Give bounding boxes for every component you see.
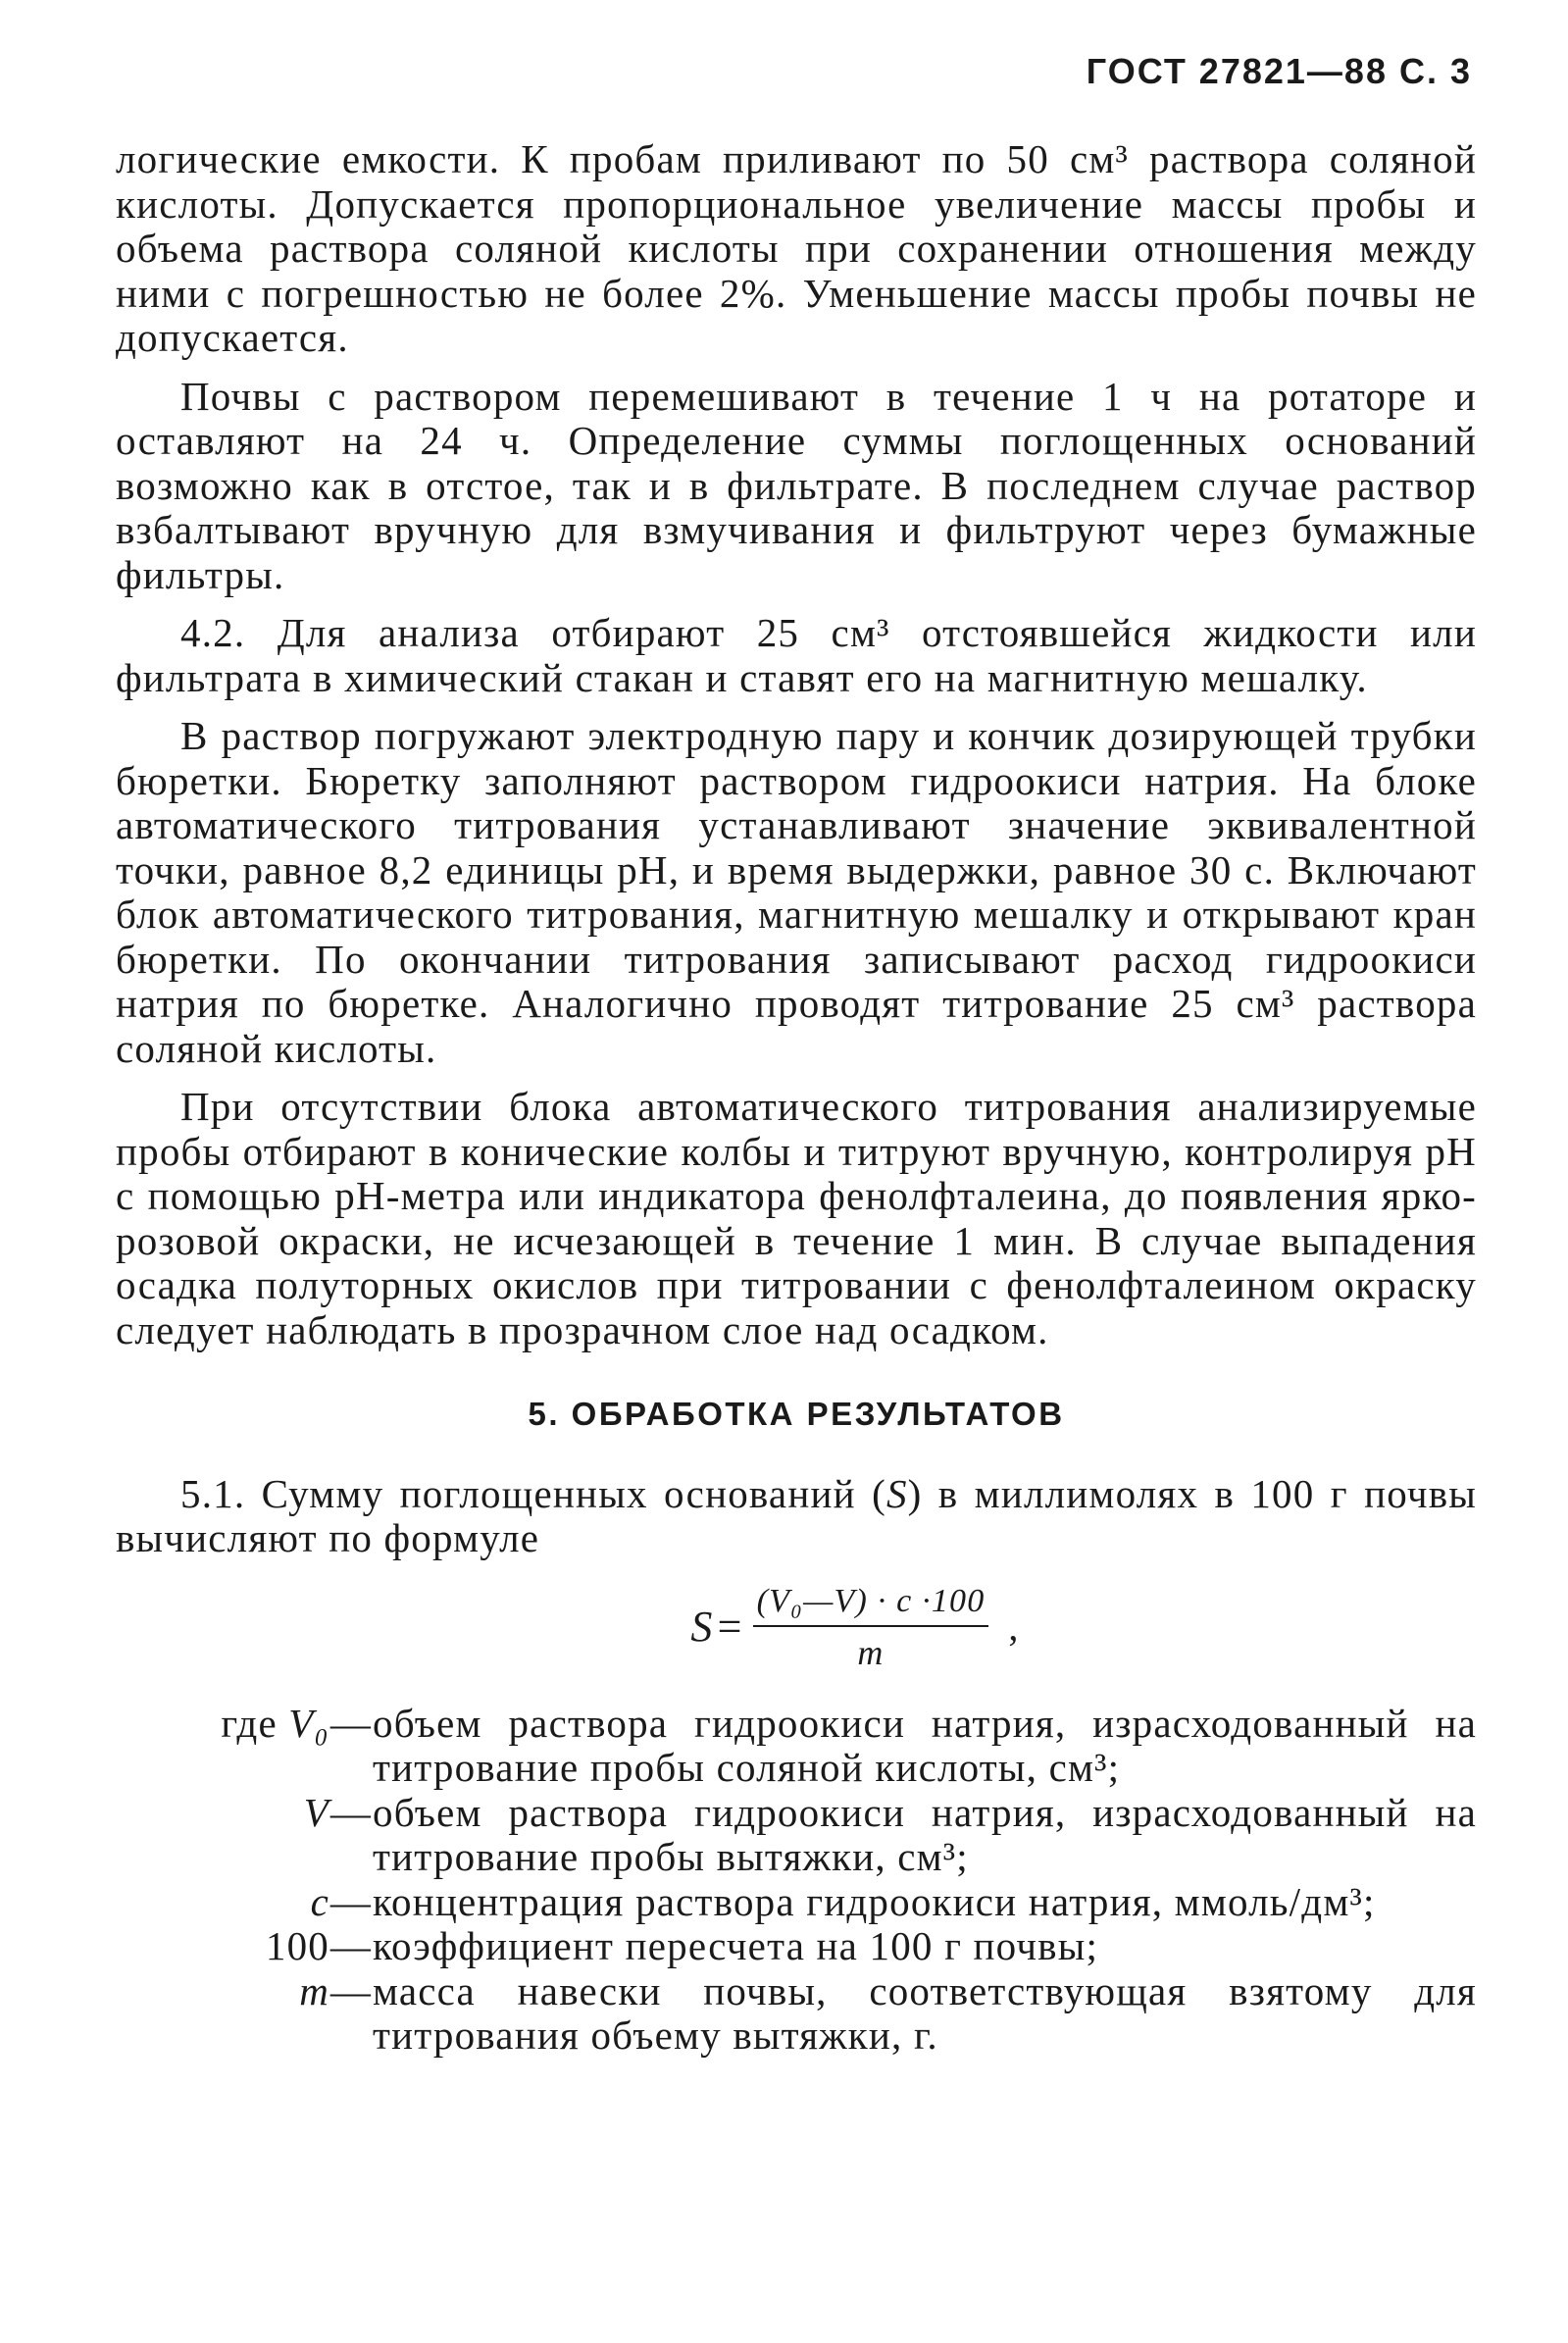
definition-text: объем раствора гидроокиси натрия, израсходованный на титрование пробы вытяжки, см³;: [373, 1789, 1477, 1879]
where-label: где: [221, 1700, 278, 1746]
paragraph-manual-titration: При отсутствии блока автоматического титрования анализируемые пробы отбирают в конические колбы и титруют вручную, контролируя pH с помощью pH-метра или индикатора фенолфталеина, до появления ярко-розовой окраски, не исчезающей в течение 1 мин. В случае выпадения осадка полуторных окислов при титровании с фенолфталеином окраску следует наблюдать в прозрачном слое над осадком.: [116, 1084, 1477, 1352]
definition-symbol: c: [310, 1878, 329, 1924]
definition-key: [116, 1791, 329, 1836]
definition-row: [116, 1924, 1477, 1969]
definition-dash: —: [329, 1923, 373, 1968]
clause-tail: ) в миллимолях в 100 г почвы вычисляют по формуле: [116, 1470, 1477, 1560]
paragraph-5-1: [116, 1472, 1477, 1561]
symbol-s: S: [885, 1470, 908, 1516]
definition-row: [116, 1791, 1477, 1880]
definition-text: объем раствора гидроокиси натрия, израсходованный на титрование пробы соляной кислоты, см³;: [373, 1700, 1477, 1790]
document-body: [116, 137, 1477, 2059]
formula-numerator: (V₀—V) · c ·100: [753, 1579, 989, 1628]
definition-dash: —: [329, 1700, 373, 1746]
paragraph-continued: логические емкости. К пробам приливают по 50 см³ раствора соляной кислоты. Допускается пропорциональное увеличение массы пробы и объема раствора соляной кислоты при сохранении отношения между ними с погрешностью не более 2%. Уменьшение массы пробы почвы не допускается.: [116, 136, 1477, 360]
page-header: ГОСТ 27821—88 С. 3: [1086, 51, 1472, 91]
definition-key: [116, 1969, 329, 2014]
formula: [233, 1579, 1477, 1676]
paragraph-4-2: 4.2. Для анализа отбирают 25 см³ отстоявшейся жидкости или фильтрата в химический стакан и ставят его на магнитную мешалку.: [116, 610, 1477, 700]
formula-fraction: [753, 1579, 989, 1676]
definition-symbol: 100: [265, 1923, 329, 1968]
section-title: 5. ОБРАБОТКА РЕЗУЛЬТАТОВ: [528, 1396, 1065, 1432]
definition-row: [116, 1702, 1477, 1791]
formula-denominator: m: [857, 1633, 885, 1672]
definition-symbol: V₀: [288, 1700, 329, 1746]
definition-symbol: m: [299, 1967, 329, 2013]
definition-row: [116, 1969, 1477, 2059]
clause-lead: 5.1. Сумму поглощенных оснований (: [180, 1470, 886, 1516]
paragraph-titration: В раствор погружают электродную пару и кончик дозирующей трубки бюретки. Бюретку заполняют раствором гидроокиси натрия. На блоке автоматического титрования устанавливают значение эквивалентной точки, равное 8,2 единицы pH, и время выдержки, равное 30 с. Включают блок автоматического титрования, магнитную мешалку и открывают кран бюретки. По окончании титрования записывают расход гидроокиси натрия по бюретке. Аналогично проводят титрование 25 см³ раствора соляной кислоты.: [116, 713, 1477, 1071]
definition-key: [116, 1702, 329, 1747]
paragraph-mixing: Почвы с раствором перемешивают в течение 1 ч на ротаторе и оставляют на 24 ч. Определение суммы поглощенных оснований возможно как в отстое, так и в фильтрате. В последнем случае раствор взбалтывают вручную для взмучивания и фильтруют через бумажные фильтры.: [116, 373, 1477, 597]
formula-equals: =: [717, 1603, 743, 1652]
definition-dash: —: [329, 1967, 373, 2013]
formula-trail: ,: [1008, 1604, 1020, 1650]
definition-key: [116, 1924, 329, 1969]
definition-text: масса навески почвы, соответствующая взятому для титрования объему вытяжки, г.: [373, 1967, 1477, 2058]
definition-dash: —: [329, 1878, 373, 1924]
formula-lhs: S: [690, 1603, 714, 1652]
definition-row: [116, 1880, 1477, 1925]
definition-text: коэффициент пересчета на 100 г почвы;: [373, 1923, 1099, 1968]
definition-text: концентрация раствора гидроокиси натрия, ммоль/дм³;: [373, 1878, 1376, 1924]
definition-key: [116, 1880, 329, 1925]
definition-symbol: V: [303, 1789, 329, 1835]
definitions-list: [116, 1702, 1477, 2059]
definition-dash: —: [329, 1789, 373, 1835]
